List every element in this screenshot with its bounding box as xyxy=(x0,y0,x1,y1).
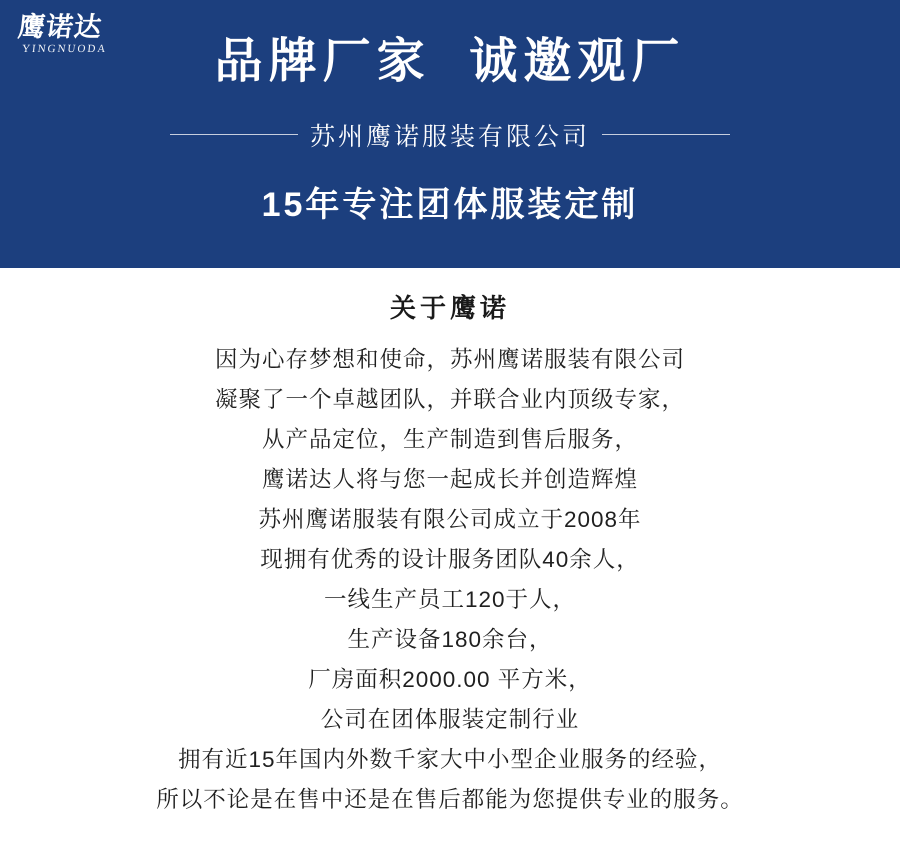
brand-logo-sub: YINGNUODA xyxy=(21,43,108,55)
about-line: 拥有近15年国内外数千家大中小型企业服务的经验， xyxy=(177,747,723,773)
banner-tagline: 15年专注团体服装定制 xyxy=(261,185,639,224)
brand-logo xyxy=(18,14,128,66)
about-line: 因为心存梦想和使命，苏州鹰诺服装有限公司 xyxy=(214,347,685,373)
about-line: 所以不论是在售中还是在售后都能为您提供专业的服务。 xyxy=(156,787,744,813)
about-line: 一线生产员工120于人， xyxy=(323,587,577,613)
hero-banner xyxy=(0,0,900,268)
about-line: 公司在团体服装定制行业 xyxy=(320,707,580,733)
about-line: 现拥有优秀的设计服务团队40余人， xyxy=(260,547,640,573)
divider-left xyxy=(170,134,298,135)
about-title: 关于鹰诺 xyxy=(389,293,510,323)
divider-right xyxy=(602,134,730,135)
about-paragraph xyxy=(0,340,900,820)
about-section xyxy=(0,268,900,820)
banner-title: 品牌厂家 诚邀观厂 xyxy=(214,35,686,88)
about-line: 鹰诺达人将与您一起成长并创造辉煌 xyxy=(261,467,638,493)
about-line: 凝聚了一个卓越团队，并联合业内顶级专家， xyxy=(214,387,685,413)
banner-subtitle-row xyxy=(170,117,730,153)
about-line: 生产设备180余台， xyxy=(347,627,553,653)
brand-logo-main: 鹰诺达 xyxy=(16,12,104,42)
about-line: 厂房面积2000.00 平方米， xyxy=(308,667,592,693)
about-line: 苏州鹰诺服装有限公司成立于2008年 xyxy=(258,507,642,533)
about-line: 从产品定位，生产制造到售后服务， xyxy=(261,427,638,453)
banner-subtitle: 苏州鹰诺服装有限公司 xyxy=(310,122,591,151)
